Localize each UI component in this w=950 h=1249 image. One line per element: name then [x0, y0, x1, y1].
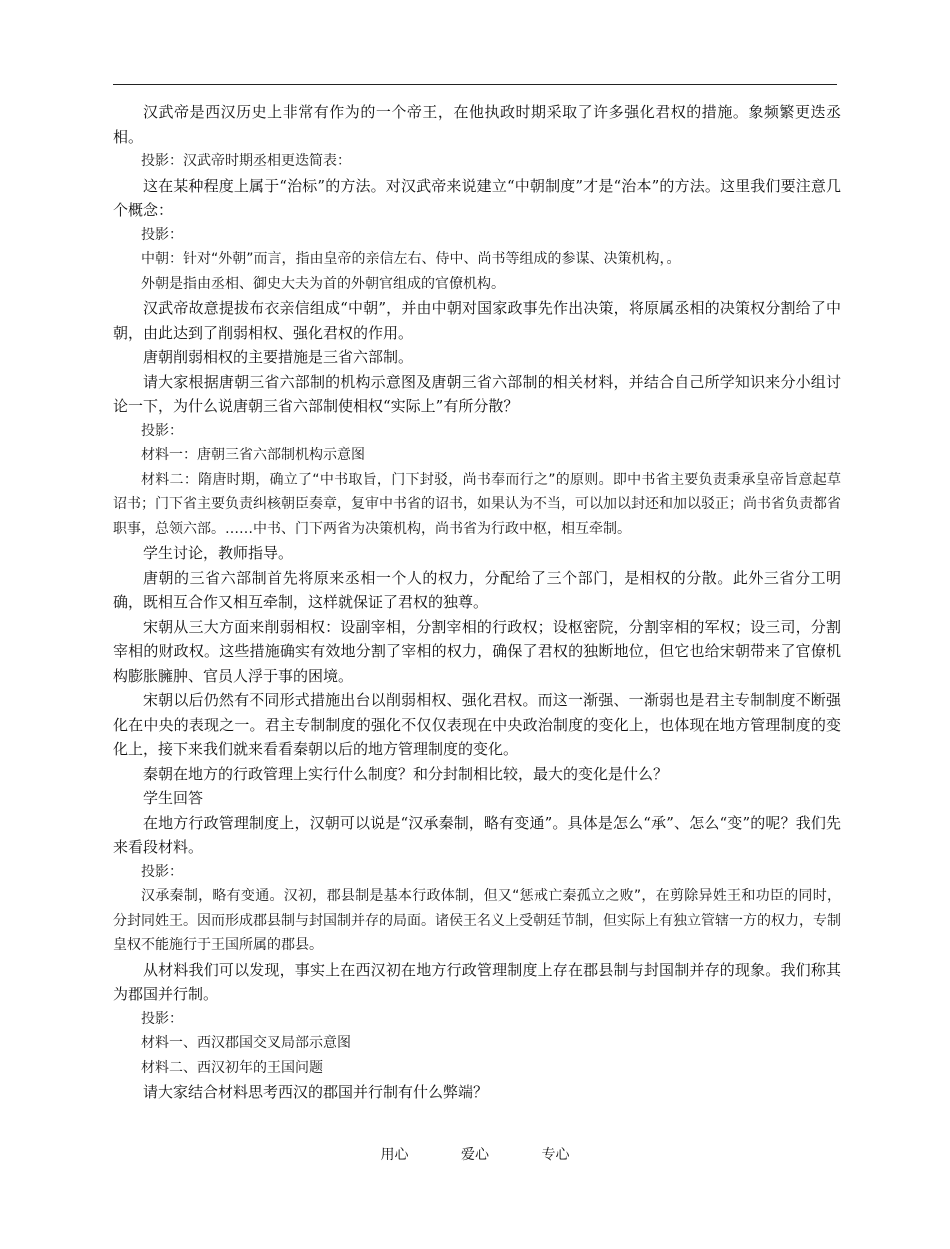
paragraph: 中朝：针对“外朝”而言，指由皇帝的亲信左右、侍中、尚书等组成的参谋、决策机构，。: [141, 251, 681, 267]
paragraph: 请大家根据唐朝三省六部制的机构示意图及唐朝三省六部制的相关材料，并结合自己所学知识来分小组讨论一下，为什么说唐朝三省六部制使相权“实际上”有所分散？: [113, 372, 841, 415]
paragraph: 投影：: [141, 863, 183, 880]
paragraph: 材料一：唐朝三省六部制机构示意图: [141, 447, 365, 463]
document-body: [113, 100, 841, 1105]
paragraph: 唐朝削弱相权的主要措施是三省六部制。: [143, 348, 414, 366]
paragraph: 在地方行政管理制度上，汉朝可以说是“汉承秦制，略有变通”。具体是怎么“承”、怎么“变”的呢？我们先来看段材料。: [113, 813, 841, 856]
paragraph: 请大家结合材料思考西汉的郡国并行制有什么弊端？: [143, 1083, 489, 1101]
paragraph: 投影：汉武帝时期丞相更迭简表：: [141, 153, 351, 169]
page-footer: [0, 1144, 950, 1164]
footer-text: 专心: [541, 1147, 570, 1163]
paragraph: 材料二：隋唐时期，确立了“中书取旨，门下封驳，尚书奉而行之”的原则。即中书省主要负责秉承皇帝旨意起草诏书；门下省主要负责纠核朝臣奏章，复审中书省的诏书，如果认为不当，可以加以封还和加以驳正；尚书省负责都省职事，总领六部。……中书、门下两省为决策机构，尚书省为行政中枢，相互牵制。: [113, 471, 841, 537]
paragraph: 汉武帝是西汉历史上非常有作为的一个帝王，在他执政时期采取了许多强化君权的措施。象频繁更迭丞相。: [113, 103, 841, 146]
header-rule: [113, 84, 837, 85]
paragraph: 宋朝从三大方面来削弱相权：设副宰相，分割宰相的行政权；设枢密院，分割宰相的军权；设三司，分割宰相的财政权。这些措施确实有效地分割了宰相的权力，确保了君权的独断地位，但它也给宋朝带来了官僚机构膨胀臃肿、官员人浮于事的困境。: [113, 617, 841, 685]
paragraph: 汉武帝故意提拔布衣亲信组成“中朝”，并由中朝对国家政事先作出决策，将原属丞相的决策权分割给了中朝，由此达到了削弱相权、强化君权的作用。: [113, 299, 841, 342]
footer-text: 爱心: [461, 1147, 489, 1163]
paragraph: 汉承秦制，略有变通。汉初，郡县制是基本行政体制，但又“惩戒亡秦孤立之败”，在剪除异姓王和功臣的同时，分封同姓王。因而形成郡县制与封国制并存的局面。诸侯王名义上受朝廷节制，但实际上有独立管辖一方的权力，专制皇权不能施行于王国所属的郡县。: [113, 888, 841, 953]
paragraph: 秦朝在地方的行政管理上实行什么制度？和分封制相比较，最大的变化是什么？: [143, 764, 669, 783]
paragraph: 宋朝以后仍然有不同形式措施出台以削弱相权、强化君权。而这一渐强、一渐弱也是君主专制制度不断强化在中央的表现之一。君主专制制度的强化不仅仅表现在中央政治制度的变化上，也体现在地方管理制度的变化上，接下来我们就来看看秦朝以后的地方管理制度的变化。: [113, 691, 841, 758]
footer-text: 用心: [380, 1147, 409, 1163]
paragraph: 投影：: [141, 1010, 183, 1027]
paragraph: 这在某种程度上属于“治标”的方法。对汉武帝来说建立“中朝制度”才是“治本”的方法。这里我们要注意几个概念：: [113, 176, 841, 219]
paragraph: 材料二、西汉初年的王国问题: [141, 1059, 323, 1076]
paragraph: 外朝是指由丞相、御史大夫为首的外朝官组成的官僚机构。: [141, 275, 505, 292]
paragraph: 材料一、西汉郡国交叉局部示意图: [141, 1035, 351, 1051]
paragraph: 投影：: [141, 422, 183, 439]
paragraph: 学生回答: [143, 789, 204, 807]
paragraph: 投影：: [141, 226, 183, 243]
paragraph: 唐朝的三省六部制首先将原来丞相一个人的权力，分配给了三个部门，是相权的分散。此外三省分工明确，既相互合作又相互牵制，这样就保证了君权的独尊。: [113, 568, 841, 611]
paragraph: 从材料我们可以发现，事实上在西汉初在地方行政管理制度上存在郡县制与封国制并存的现象。我们称其为郡国并行制。: [113, 960, 841, 1003]
paragraph: 学生讨论，教师指导。: [143, 544, 294, 562]
